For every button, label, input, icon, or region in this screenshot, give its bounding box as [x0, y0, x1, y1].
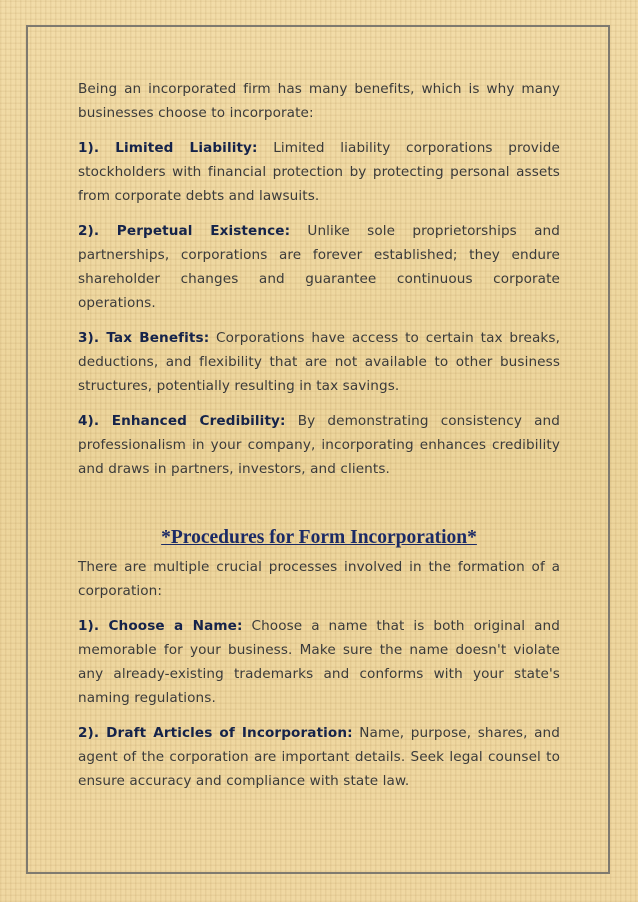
- procedure-text: Choose a name that is both original and memorable for your business. Make sure the name doesn't violate any already-existing trademarks and conforms with your state's naming regulations.: [78, 618, 560, 706]
- benefit-label: 3). Tax Benefits:: [78, 330, 210, 346]
- benefit-text: Limited liability corporations provide stockholders with financial protection by protecting personal assets from corporate debts and lawsuits.: [78, 140, 560, 204]
- benefit-text: By demonstrating consistency and professionalism in your company, incorporating enhances credibility and draws in partners, investors, and clients.: [78, 413, 560, 477]
- benefit-limited-liability: [78, 136, 560, 208]
- benefit-label: 2). Perpetual Existence:: [78, 223, 291, 239]
- benefit-label: 1). Limited Liability:: [78, 140, 258, 156]
- benefits-intro: Being an incorporated firm has many benefits, which is why many businesses choose to incorporate:: [78, 81, 560, 121]
- benefit-enhanced-credibility: [78, 409, 560, 481]
- procedures-intro: There are multiple crucial processes involved in the formation of a corporation:: [78, 559, 560, 599]
- procedure-text: Name, purpose, shares, and agent of the corporation are important details. Seek legal counsel to ensure accuracy and compliance with state law.: [78, 725, 560, 789]
- procedure-label: 2). Draft Articles of Incorporation:: [78, 725, 353, 741]
- benefit-label: 4). Enhanced Credibility:: [78, 413, 286, 429]
- procedure-choose-name: [78, 614, 560, 710]
- benefit-text: Unlike sole proprietorships and partnerships, corporations are forever established; they endure shareholder changes and guarantee continuous corporate operations.: [78, 223, 561, 311]
- benefit-text: Corporations have access to certain tax breaks, deductions, and flexibility that are not available to other business structures, potentially resulting in tax savings.: [78, 330, 561, 394]
- procedure-label: 1). Choose a Name:: [78, 618, 243, 634]
- benefit-perpetual-existence: [78, 219, 560, 315]
- benefit-tax-benefits: [78, 326, 560, 398]
- document-body: [78, 77, 560, 804]
- procedures-heading: *Procedures for Form Incorporation*: [161, 527, 477, 548]
- procedure-draft-articles: [78, 721, 560, 793]
